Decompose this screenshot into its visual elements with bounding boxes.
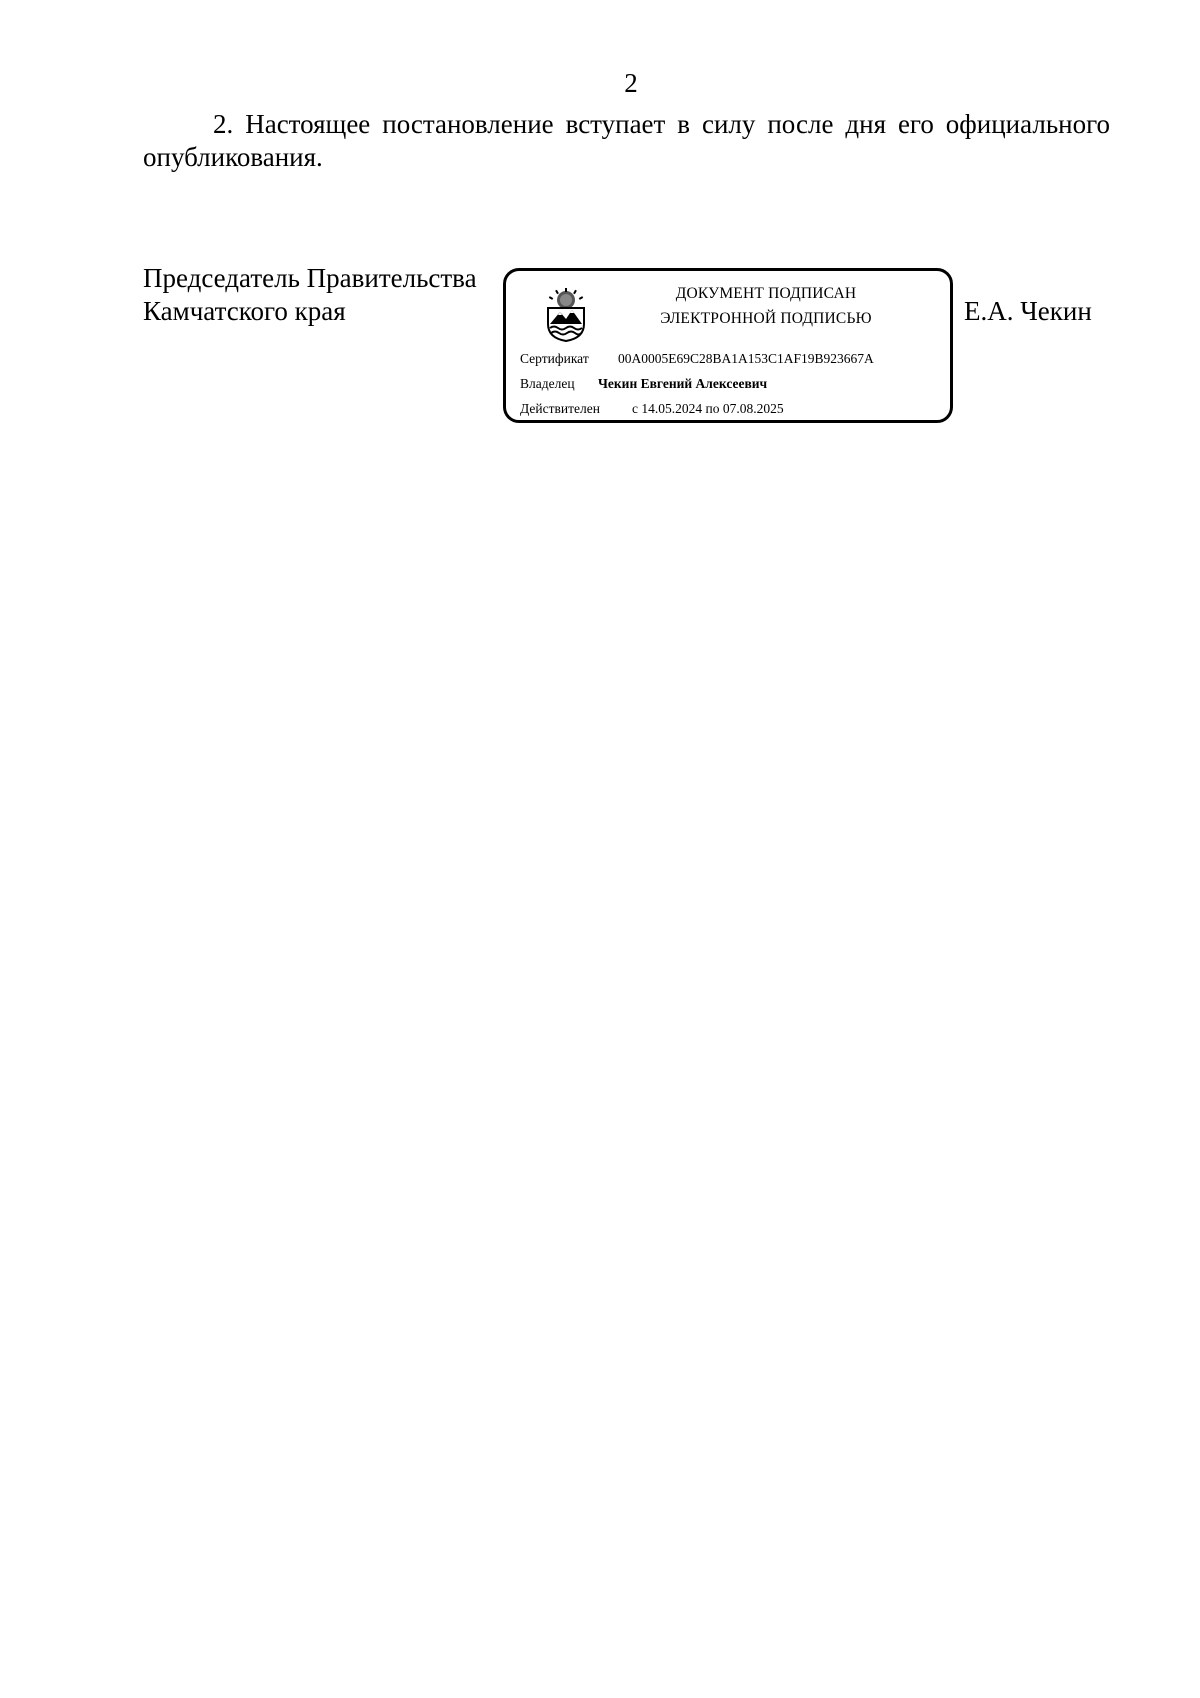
stamp-validity-row [520,401,784,417]
kamchatka-coat-of-arms-icon [542,288,590,342]
validity-label: Действителен [520,401,600,416]
signer-position-line2: Камчатского края [143,296,346,326]
owner-label: Владелец [520,376,575,391]
stamp-title [606,281,926,331]
signer-position-line1: Председатель Правительства [143,263,477,293]
signer-name: Е.А. Чекин [964,296,1092,326]
owner-value: Чекин Евгений Алексеевич [598,376,768,391]
page-number: 2 [624,68,638,98]
stamp-title-line1: ДОКУМЕНТ ПОДПИСАН [675,285,857,302]
validity-value: с 14.05.2024 по 07.08.2025 [632,401,784,416]
stamp-owner-row [520,376,767,392]
certificate-value: 00A0005E69C28BA1A153C1AF19B923667A [618,351,874,366]
electronic-signature-stamp [503,268,953,423]
signer-position [143,262,477,328]
stamp-title-line2: ЭЛЕКТРОННОЙ ПОДПИСЬЮ [660,310,872,327]
body-paragraph: 2. Настоящее постановление вступает в силу после дня его официального опубликования. [143,109,1110,172]
stamp-certificate-row [520,351,874,367]
certificate-label: Сертификат [520,351,589,366]
